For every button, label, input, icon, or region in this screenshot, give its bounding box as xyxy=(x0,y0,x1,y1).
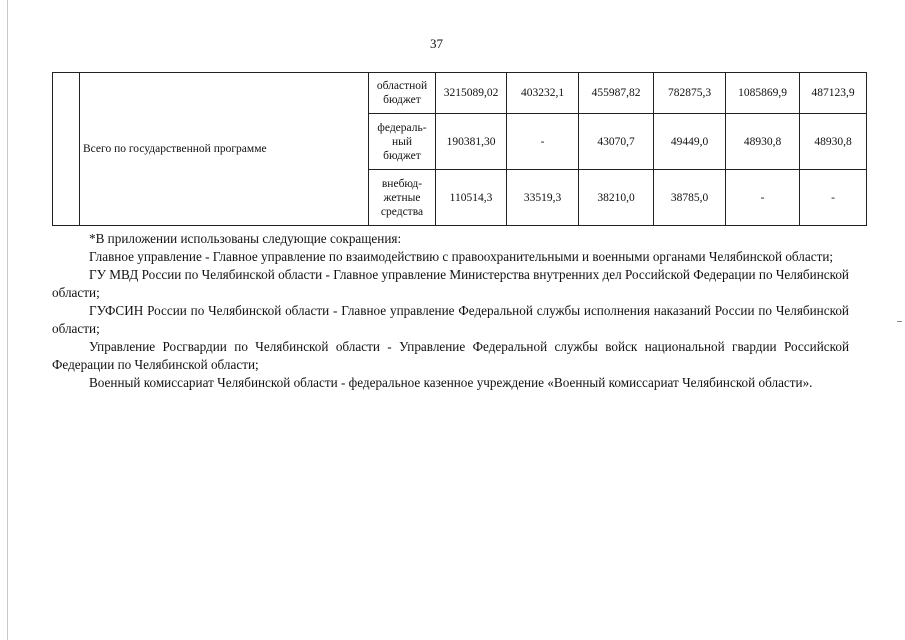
row-number-cell xyxy=(53,73,80,226)
funding-source: областной бюджет xyxy=(369,73,436,114)
abbreviation-item: Главное управление - Главное управление по взаимодействию с правоохранительными и военными органами Челябинской области; xyxy=(89,249,834,264)
page-number: 37 xyxy=(430,36,443,51)
table-cell: 33519,3 xyxy=(507,170,579,226)
table-cell: 110514,3 xyxy=(436,170,507,226)
table-cell: - xyxy=(800,170,867,226)
scan-edge-mark xyxy=(897,321,902,322)
abbreviation-item: Управление Росгвардии по Челябинской области - Управление Федеральной службы войск национальной гвардии Российской Федерации по Челябинской области; xyxy=(52,339,849,372)
abbreviation-item: Военный комиссариат Челябинской области - федеральное казенное учреждение «Военный комиссариат Челябинской области». xyxy=(89,375,813,390)
table-cell: 48930,8 xyxy=(726,114,800,170)
program-label: Всего по государственной программе xyxy=(80,73,369,226)
funding-source: федераль-ный бюджет xyxy=(369,114,436,170)
abbreviation-item: ГУ МВД России по Челябинской области - Главное управление Министерства внутренних дел Российской Федерации по Челябинской области; xyxy=(52,267,849,300)
abbreviation-item: ГУФСИН России по Челябинской области - Главное управление Федеральной службы исполнения наказаний России по Челябинской области; xyxy=(52,303,849,336)
table-cell: 190381,30 xyxy=(436,114,507,170)
table-cell: 43070,7 xyxy=(579,114,654,170)
table-row xyxy=(53,73,867,114)
table-cell: 49449,0 xyxy=(654,114,726,170)
table-cell: - xyxy=(507,114,579,170)
table-cell: 1085869,9 xyxy=(726,73,800,114)
table-cell: 782875,3 xyxy=(654,73,726,114)
funding-source: внебюд-жетные средства xyxy=(369,170,436,226)
abbreviations-notes xyxy=(52,230,849,392)
budget-table xyxy=(52,72,867,226)
table-cell: 48930,8 xyxy=(800,114,867,170)
table-cell: 38785,0 xyxy=(654,170,726,226)
table-cell: 38210,0 xyxy=(579,170,654,226)
scan-edge-line xyxy=(7,0,8,640)
table-cell: 3215089,02 xyxy=(436,73,507,114)
table-cell: 455987,82 xyxy=(579,73,654,114)
table-cell: 487123,9 xyxy=(800,73,867,114)
notes-intro: *В приложении использованы следующие сокращения: xyxy=(89,231,402,246)
table-cell: 403232,1 xyxy=(507,73,579,114)
table-cell: - xyxy=(726,170,800,226)
